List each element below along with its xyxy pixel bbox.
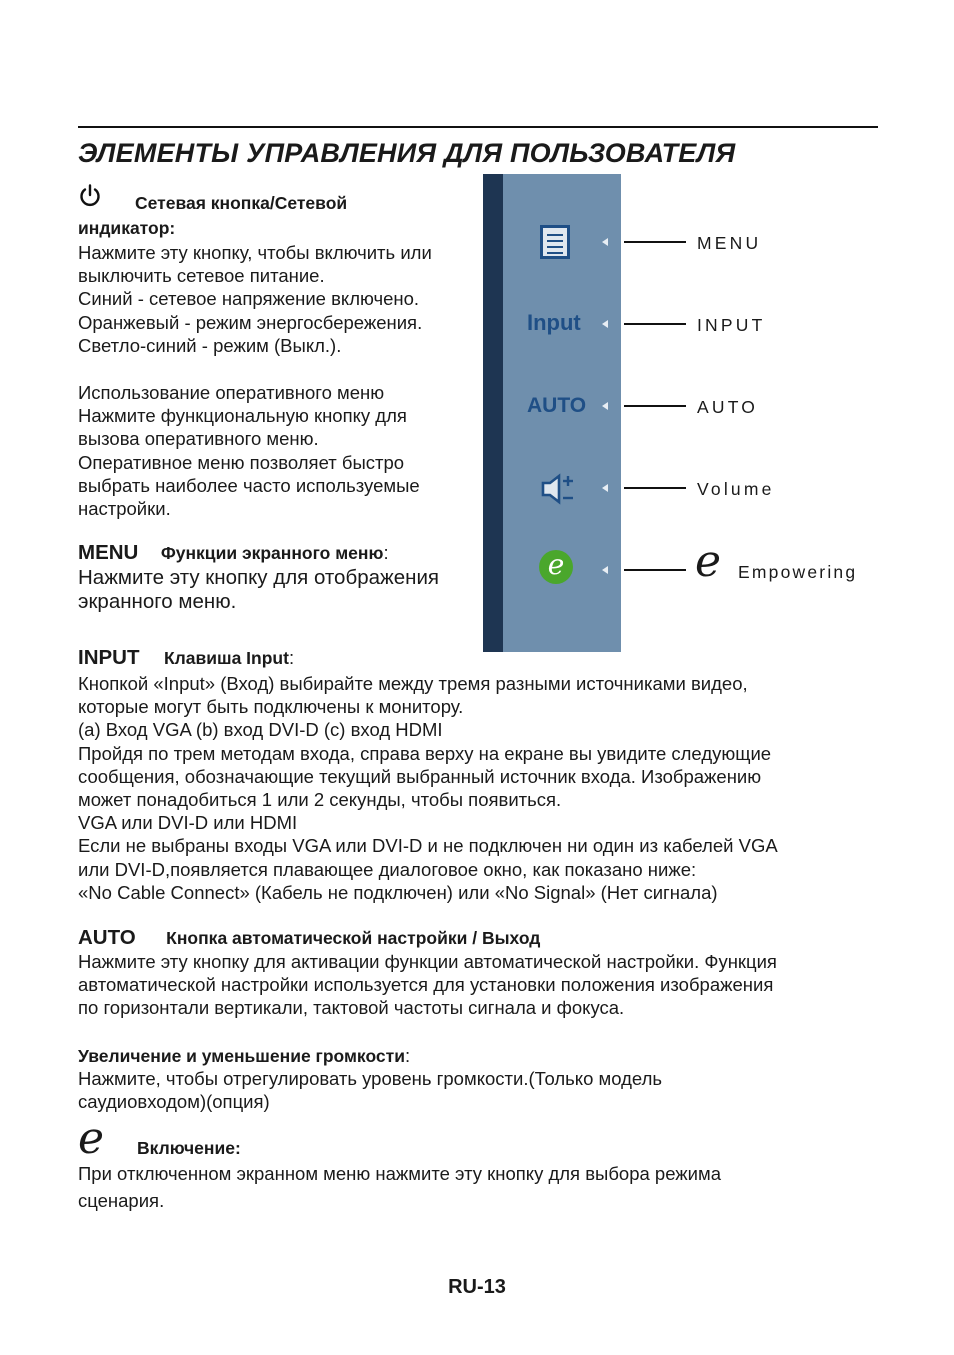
auto-heading [78, 926, 540, 950]
pointer-arrow-icon [602, 238, 608, 246]
pointer-arrow-icon [602, 320, 608, 328]
auto-button-label: AUTO [527, 394, 587, 417]
volume-text: Нажмите, чтобы отрегулировать уровень громкости.(Только модель саудиовходом)(опция) [78, 1068, 663, 1113]
input-heading-text: Клавиша Input [163, 648, 289, 668]
e-logo-icon: e [539, 550, 573, 584]
header-rule [78, 126, 878, 128]
quick-menu-text: Использование оперативного меню Нажмите функциональную кнопку для вызова оперативного меню. Оперативное меню позволяет быстро выбрать наиболее часто используемые настройки. [78, 382, 420, 520]
input-heading: INPUT Клавиша Input: [78, 646, 295, 669]
auto-heading-text: Кнопка автоматической настройки / Выход [166, 928, 541, 948]
input-button-label: Input [527, 310, 581, 335]
input-text: Кнопкой «Input» (Вход) выбирайте между тремя разными источниками видео, которые могут быть подключены к монитору. (a) Вход VGA (b) вход DVI-D (c) вход HDMI Пройдя по трем методам входа, справа верху на екране вы увидите следующие сообщения, обозначающие текущий выбранный источник входа. Изображению может понадобиться 1 или 2 секунды, чтобы появиться. VGA или DVI-D или HDMI Если не выбраны входы VGA или DVI-D и не подключен ни один из кабелей VGA или DVI-D,появляется плавающее диалоговое окно, как показано ниже: «No Cable Connect» (Кабель не подключен) или «No Signal» (Нет сигнала) [78, 673, 778, 903]
page-title: ЭЛЕМЕНТЫ УПРАВЛЕНИЯ ДЛЯ ПОЛЬЗОВАТЕЛЯ [78, 138, 736, 168]
callout-input: INPUT [697, 315, 766, 335]
callout-menu: MENU [697, 233, 762, 253]
e-logo-icon: e [695, 536, 722, 587]
osd-button-panel [483, 174, 621, 652]
volume-heading: Увеличение и уменьшение громкости: [78, 1045, 411, 1066]
menu-icon [540, 225, 570, 259]
page-number: RU-13 [448, 1276, 506, 1298]
power-heading: Сетевая кнопка/Сетевой [135, 193, 348, 213]
empowering-heading: Включение: [137, 1138, 241, 1158]
pointer-arrow-icon [602, 484, 608, 492]
auto-text: Нажмите эту кнопку для активации функции автоматической настройки. Функция автоматической настройки используется для установки положения изображения по горизонтали вертикали, тактовой частоты сигнала и фокуса. [78, 951, 777, 1019]
power-heading-cont: индикатор: [78, 218, 176, 238]
menu-text: Нажмите эту кнопку для отображения экранного меню. [78, 566, 439, 613]
pointer-arrow-icon [602, 566, 608, 574]
e-logo-icon: e [78, 1113, 105, 1164]
leader-line [624, 569, 686, 571]
menu-heading-text: Функции экранного меню [160, 543, 384, 563]
leader-line [624, 241, 686, 243]
volume-icon [540, 472, 580, 506]
callout-volume: Volume [697, 479, 775, 499]
power-text: Нажмите эту кнопку, чтобы включить или выключить сетевое питание. Синий - сетевое напряжение включено. Оранжевый - режим энергосбережения. Светло-синий - режим (Выкл.). [78, 242, 432, 356]
empowering-text: При отключенном экранном меню нажмите эту кнопку для выбора режима сценария. [78, 1163, 722, 1211]
callout-auto: AUTO [697, 397, 759, 417]
menu-key: MENU [78, 541, 139, 564]
leader-line [624, 487, 686, 489]
pointer-arrow-icon [602, 402, 608, 410]
volume-heading-text: Увеличение и уменьшение громкости [78, 1046, 405, 1066]
input-key: INPUT [78, 646, 140, 669]
auto-key: AUTO [78, 926, 136, 949]
callout-empowering: Empowering [738, 562, 858, 582]
power-icon [78, 184, 102, 208]
menu-heading: MENU Функции экранного меню: [78, 541, 389, 564]
leader-line [624, 323, 686, 325]
leader-line [624, 405, 686, 407]
